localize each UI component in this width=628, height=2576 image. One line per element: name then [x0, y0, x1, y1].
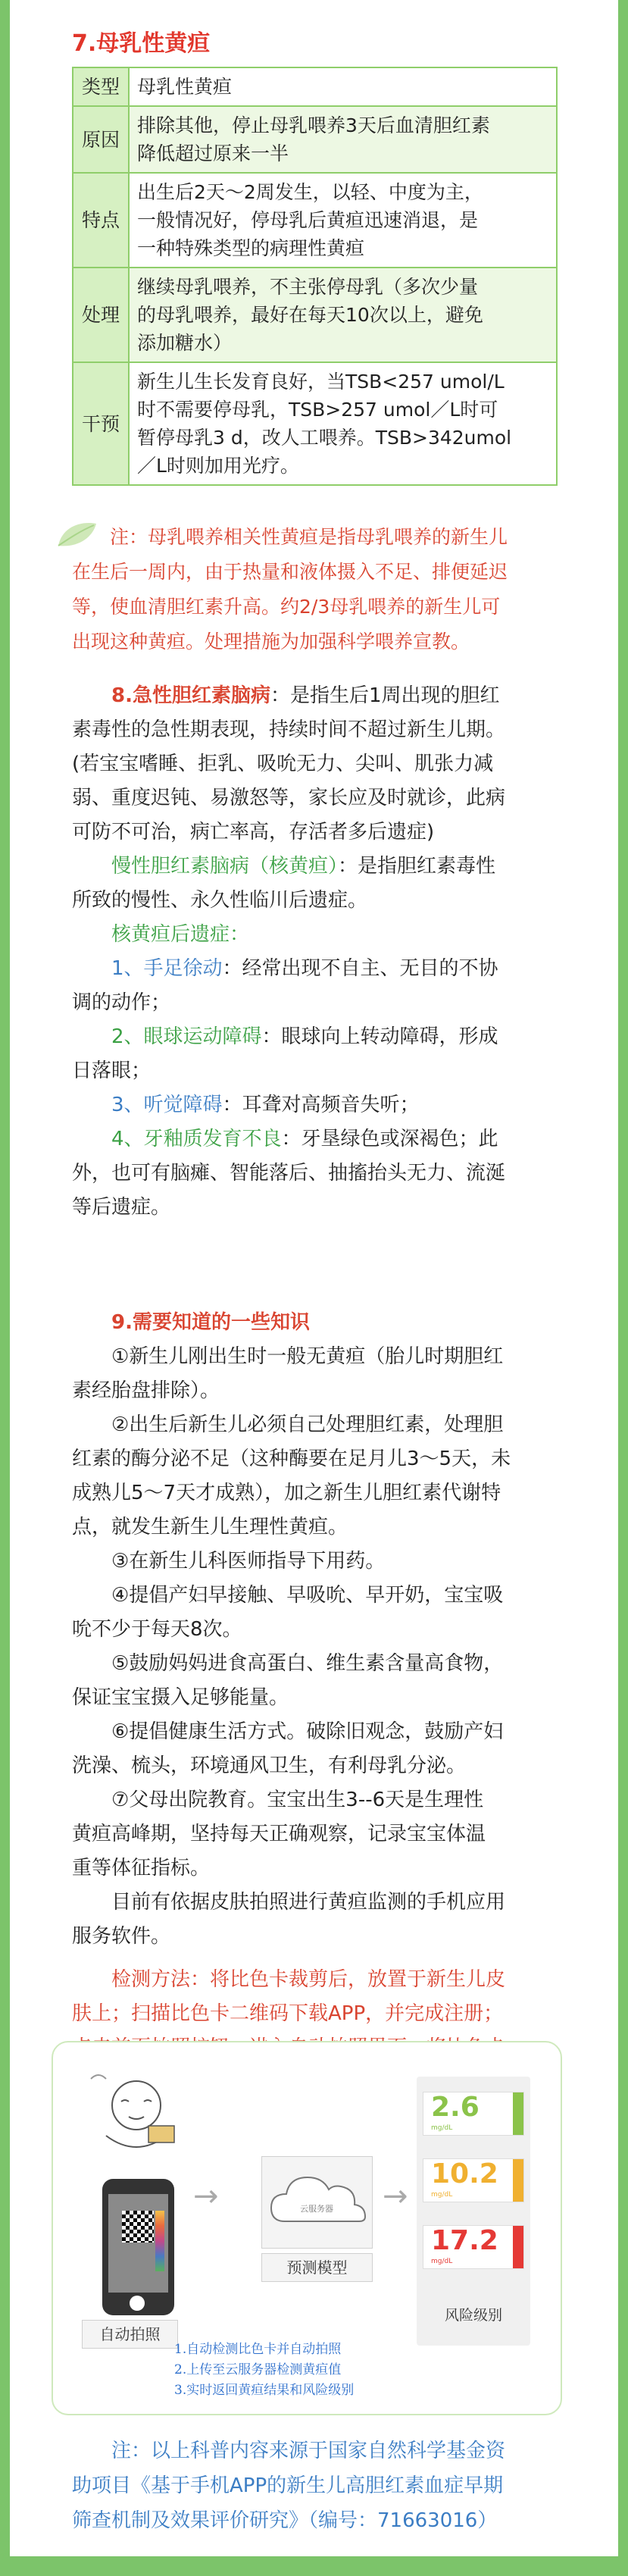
workflow-step: 2.上传至云服务器检测黄疸值 — [174, 2362, 342, 2377]
knowledge-line: 红素的酶分泌不足（这种酶要在足月儿3～5天，未 — [72, 1448, 511, 1470]
chronic-rest: ：是指胆红素毒性 — [338, 855, 496, 878]
sequelae-cont: 日落眼； — [72, 1060, 152, 1082]
risk-label: 风险级别 — [444, 2307, 502, 2324]
shutter-button-icon — [130, 2296, 145, 2311]
section8-line: 弱、重度迟钝、易激怒等，家长应及时就诊，此病 — [72, 787, 506, 809]
sequelae-item — [72, 1088, 587, 1122]
arrow-right-icon: → — [383, 2179, 408, 2214]
section8-line: 可防不可治，病亡率高，存活者多后遗症) — [72, 821, 435, 844]
phone-icon — [102, 2179, 174, 2315]
row-key: 原因 — [73, 106, 129, 173]
table-row — [73, 173, 557, 268]
model-label: 预测模型 — [261, 2253, 373, 2282]
section8-intro-first — [72, 679, 587, 713]
row-key: 特点 — [73, 173, 129, 268]
risk-unit: mg/dL — [431, 2258, 453, 2265]
breastmilk-jaundice-table — [72, 67, 558, 486]
knowledge-line: ③在新生儿科医师指导下用药。 — [111, 1550, 386, 1573]
chronic-heading: 慢性胆红素脑病（核黄疸） — [111, 855, 339, 878]
phone-screen — [108, 2194, 168, 2293]
sequelae-label: 2、眼球运动障碍 — [111, 1025, 262, 1048]
section7-note — [72, 520, 572, 659]
knowledge-line: 成熟儿5～7天才成熟），加之新生儿胆红素代谢特 — [72, 1482, 501, 1504]
risk-value: 10.2 — [431, 2158, 498, 2189]
sequelae-cont: 外，也可有脑瘫、智能落后、抽搐抬头无力、流涎 — [72, 1162, 506, 1185]
section8-line: (若宝宝嗜睡、拒乳、吸吮无力、尖叫、肌张力减 — [72, 753, 494, 775]
section8-intro-rest: ：是指生后1周出现的胆红 — [270, 684, 500, 707]
risk-value: 17.2 — [431, 2225, 498, 2256]
row-value — [129, 67, 557, 106]
row-line: 新生儿生长发育良好，当TSB<257 umol/L — [137, 371, 505, 393]
footer-line: 助项目《基于手机APP的新生儿高胆红素血症早期 — [72, 2474, 504, 2497]
chronic-line2: 所致的慢性、永久性临川后遗症。 — [72, 889, 368, 912]
section8-heading: 8.急性胆红素脑病 — [111, 684, 270, 707]
row-line: 继续母乳喂养，不主张停母乳（多次少量 — [137, 276, 479, 298]
risk-color-bar — [513, 2159, 523, 2202]
row-line: 添加糖水） — [137, 332, 233, 354]
workflow-steps — [174, 2340, 354, 2401]
knowledge-line: ⑤鼓励妈妈进食高蛋白、维生素含量高食物， — [111, 1652, 504, 1675]
risk-color-bar — [513, 2092, 523, 2135]
note-line: 等，使血清胆红素升高。约2/3母乳喂养的新生儿可 — [72, 596, 501, 618]
auto-photo-label: 自动拍照 — [82, 2320, 178, 2349]
row-line: ／L时则加用光疗。 — [137, 455, 299, 477]
sequelae-heading: 核黄疸后遗症： — [111, 923, 250, 946]
left-border — [0, 0, 10, 2576]
knowledge-line: 吮不少于每天8次。 — [72, 1618, 242, 1641]
workflow-step: 1.自动检测比色卡并自动拍照 — [174, 2342, 342, 2357]
row-line: 排除其他，停止母乳喂养3天后血清胆红素 — [137, 114, 490, 136]
risk-card-low — [423, 2092, 524, 2136]
knowledge-line: 点，就发生新生儿生理性黄疸。 — [72, 1516, 348, 1538]
note-line: 注：母乳喂养相关性黄疸是指母乳喂养的新生儿 — [110, 526, 508, 548]
sequelae-text: ：经常出现不自主、无目的不协 — [222, 957, 498, 980]
section8-line: 素毒性的急性期表现，持续时间不超过新生儿期。 — [72, 718, 506, 741]
risk-unit: mg/dL — [431, 2124, 453, 2132]
method-line: 肤上；扫描比色卡二维码下载APP，并完成注册； — [72, 2002, 504, 2025]
chronic-line — [72, 850, 587, 884]
risk-unit: mg/dL — [431, 2191, 453, 2199]
sequelae-item — [72, 1122, 587, 1157]
table-row — [73, 268, 557, 362]
row-line: 降低超过原来一半 — [137, 142, 289, 164]
arrow-right-icon: → — [193, 2179, 219, 2214]
risk-value: 2.6 — [431, 2092, 480, 2123]
knowledge-line: ①新生儿刚出生时一般无黄疸（胎儿时期胆红 — [111, 1345, 504, 1368]
row-line: 一种特殊类型的病理性黄疸 — [137, 237, 365, 259]
risk-panel — [417, 2077, 530, 2346]
knowledge-line: 服务软件。 — [72, 1925, 171, 1948]
table-row — [73, 106, 557, 173]
sequelae-cont: 等后遗症。 — [72, 1196, 171, 1219]
row-value — [129, 268, 557, 362]
knowledge-line: ②出生后新生儿必须自己处理胆红素，处理胆 — [111, 1413, 504, 1436]
table-row — [73, 67, 557, 106]
color-card-strip — [155, 2211, 164, 2271]
footer-note — [72, 2434, 587, 2538]
cloud-server-box — [261, 2156, 373, 2249]
footer-line: 注：以上科普内容来源于国家自然科学基金资 — [111, 2440, 506, 2462]
row-key: 处理 — [73, 268, 129, 362]
sequelae-label: 3、听觉障碍 — [111, 1094, 223, 1116]
section8 — [72, 679, 587, 1225]
app-workflow-illustration — [52, 2041, 562, 2415]
risk-card-high — [423, 2225, 524, 2269]
row-line: 出生后2天～2周发生，以轻、中度为主， — [137, 181, 483, 203]
sequelae-cont: 调的动作； — [72, 991, 171, 1014]
sequelae-item — [72, 1020, 587, 1054]
knowledge-line: ④提倡产妇早接触、早吸吮、早开奶，宝宝吸 — [111, 1584, 504, 1607]
sequelae-text: ：耳聋对高频音失听； — [222, 1094, 420, 1116]
section7-title: 7.母乳性黄疸 — [72, 30, 211, 57]
cloud-text: 云服务器 — [300, 2204, 333, 2214]
knowledge-line: ⑦父母出院教育。宝宝出生3--6天是生理性 — [111, 1789, 484, 1811]
note-line: 在生后一周内，由于热量和液体摄入不足、排便延迟 — [72, 561, 508, 583]
note-line: 出现这种黄疸。处理措施为加强科学喂养宣教。 — [72, 631, 470, 653]
row-value — [129, 106, 557, 173]
workflow-step: 3.实时返回黄疸结果和风险级别 — [174, 2383, 355, 2398]
knowledge-line: 黄疸高峰期，坚持每天正确观察，记录宝宝体温 — [72, 1823, 486, 1845]
sequelae-label: 4、牙釉质发育不良 — [111, 1128, 282, 1150]
sequelae-label: 1、手足徐动 — [111, 957, 223, 980]
knowledge-line: 保证宝宝摄入足够能量。 — [72, 1686, 289, 1709]
row-value — [129, 173, 557, 268]
cloud-icon — [262, 2157, 372, 2248]
risk-card-medium — [423, 2158, 524, 2202]
sequelae-text: ：眼球向上转动障碍，形成 — [261, 1025, 498, 1048]
row-line: 的母乳喂养，最好在每天10次以上，避免 — [137, 304, 483, 326]
right-border — [618, 0, 628, 2576]
footer-line: 筛查机制及效果评价研究》（编号：71663016） — [72, 2509, 498, 2532]
row-value — [129, 362, 557, 485]
knowledge-line: ⑥提倡健康生活方式。破除旧观念，鼓励产妇 — [111, 1720, 504, 1743]
row-line: 母乳性黄疸 — [137, 76, 233, 98]
baby-sketch-icon — [76, 2064, 197, 2170]
knowledge-line: 洗澡、梳头，环境通风卫生，有利母乳分泌。 — [72, 1754, 467, 1777]
knowledge-line: 目前有依据皮肤拍照进行黄疸监测的手机应用 — [111, 1891, 506, 1914]
row-line: 暂停母乳3 d，改人工喂养。TSB>342umol — [137, 427, 512, 449]
row-line: 一般情况好，停母乳后黄疸迅速消退，是 — [137, 209, 479, 231]
color-card-checker — [122, 2211, 154, 2243]
section9 — [72, 1306, 587, 2133]
knowledge-line: 重等体征指标。 — [72, 1857, 211, 1880]
risk-color-bar — [513, 2226, 523, 2268]
row-line: 时不需要停母乳，TSB>257 umol／L时可 — [137, 399, 498, 421]
method-line: 检测方法：将比色卡裁剪后，放置于新生儿皮 — [111, 1968, 506, 1991]
knowledge-line: 素经胎盘排除）。 — [72, 1379, 220, 1402]
row-key: 干预 — [73, 362, 129, 485]
row-key: 类型 — [73, 67, 129, 106]
bottom-border — [0, 2556, 628, 2576]
table-row — [73, 362, 557, 485]
section9-heading: 9.需要知道的一些知识 — [111, 1311, 310, 1334]
sequelae-item — [72, 952, 587, 986]
sequelae-text: ：牙垦绿色或深褐色；此 — [281, 1128, 498, 1150]
